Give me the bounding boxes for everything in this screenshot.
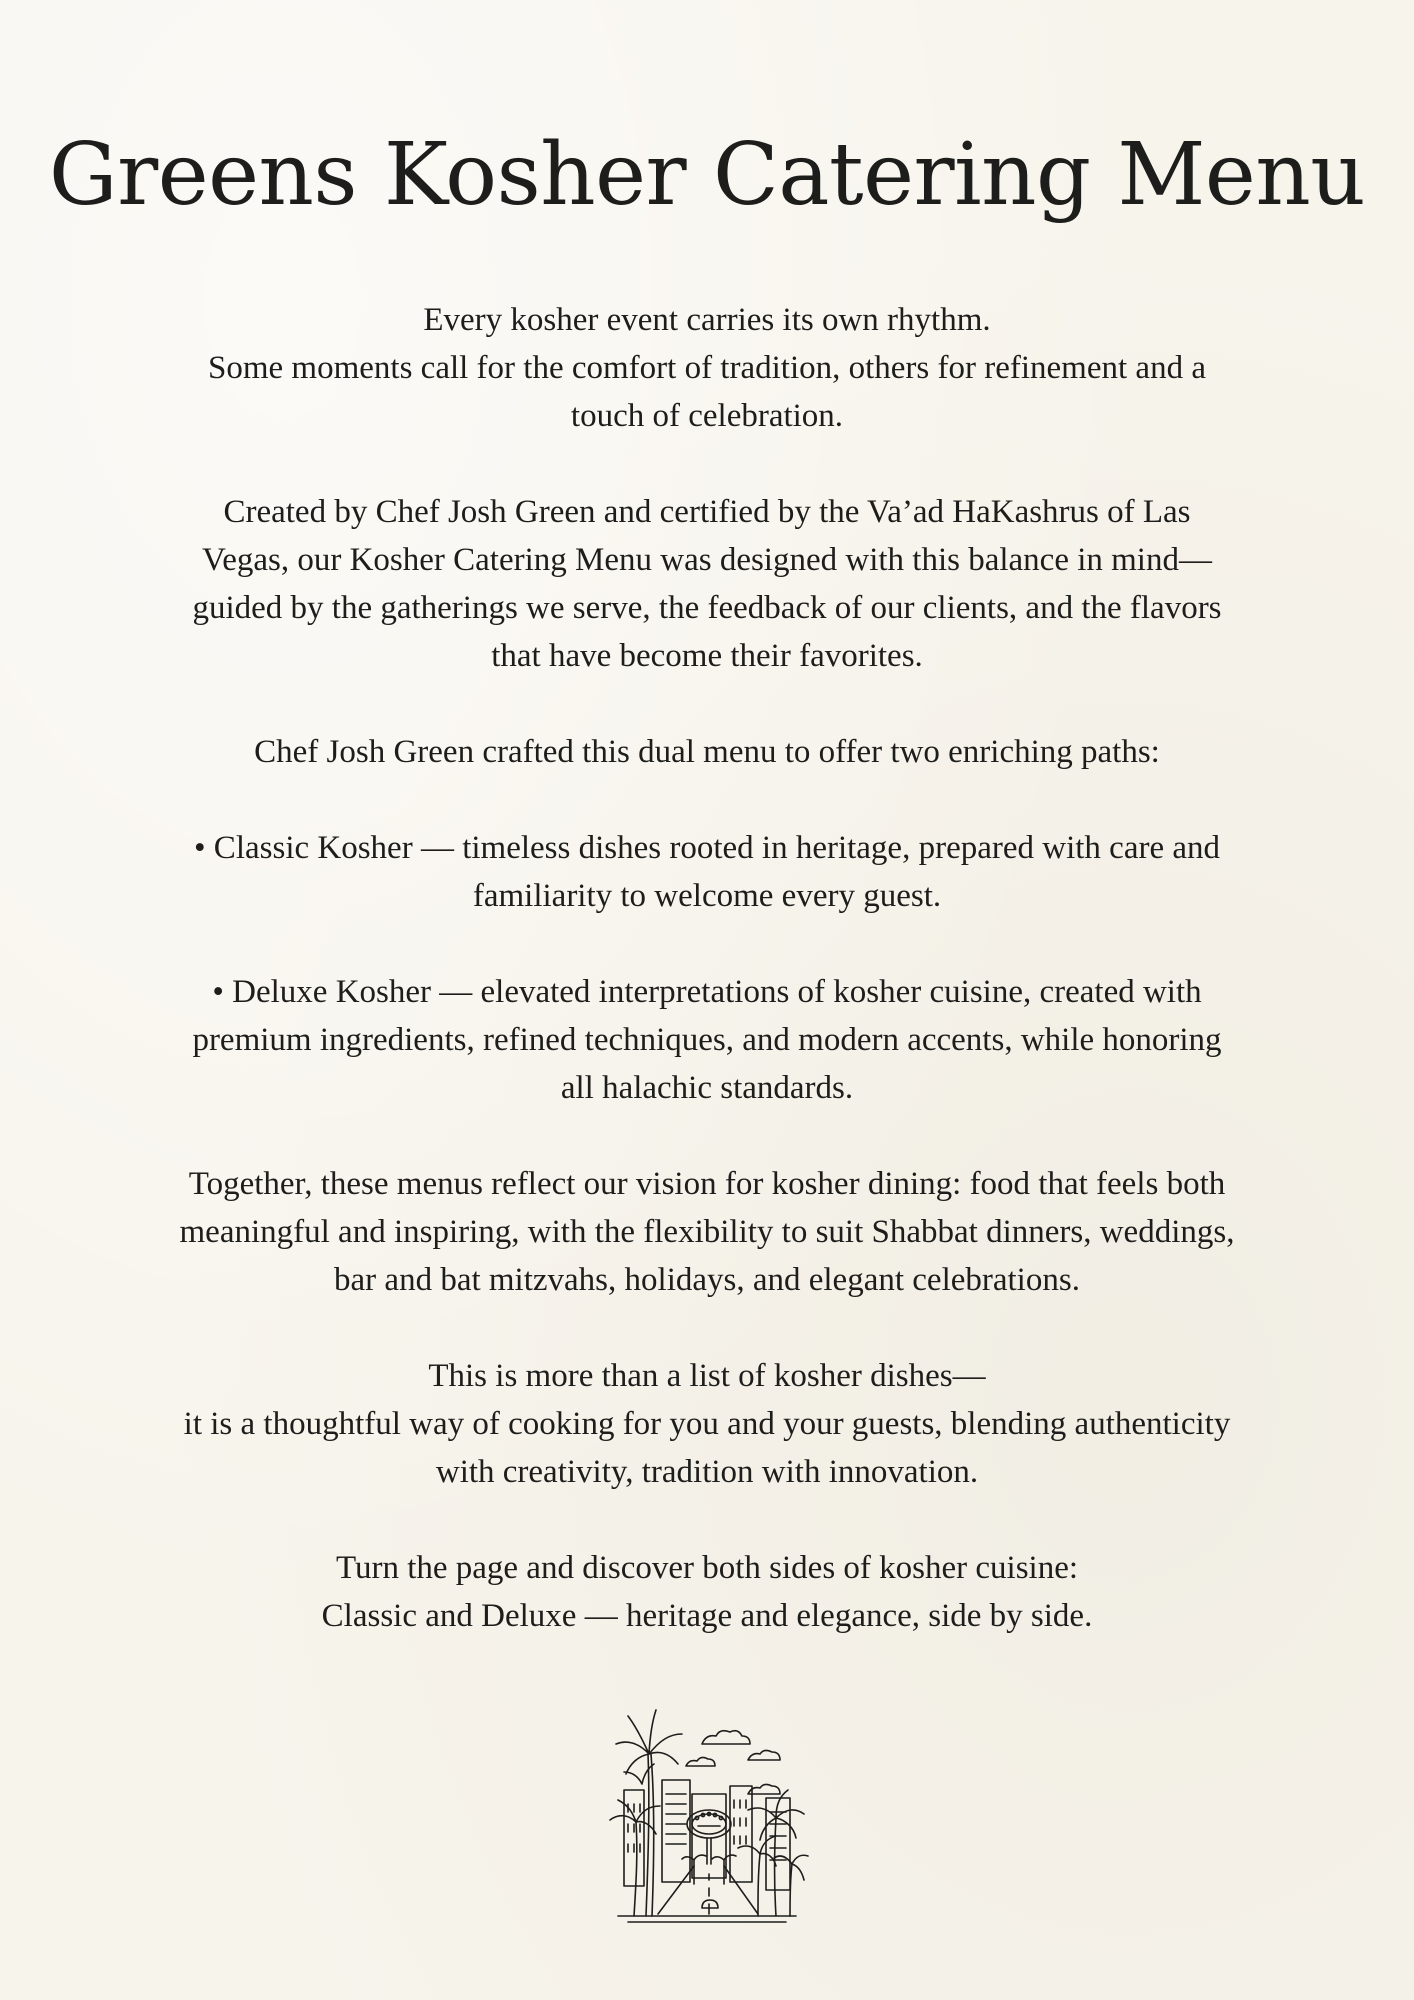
text-line: that have become their favorites. [491,638,923,674]
text-line: Chef Josh Green crafted this dual menu to offer two enriching paths: [254,734,1160,770]
intro-text [120,296,1294,1640]
text-line: it is a thoughtful way of cooking for you and your guests, blending authenticity [183,1406,1231,1442]
text-line: bar and bat mitzvahs, holidays, and elegant celebrations. [334,1262,1080,1298]
intro-paragraph [120,296,1294,440]
text-line: • Deluxe Kosher — elevated interpretations of kosher cuisine, created with [212,974,1202,1010]
deluxe-kosher-bullet [120,968,1294,1112]
text-line: familiarity to welcome every guest. [472,878,942,914]
text-line: Created by Chef Josh Green and certified by the Va’ad HaKashrus of Las [223,494,1191,530]
dual-menu-paragraph [120,728,1294,776]
text-line: Together, these menus reflect our vision for kosher dining: food that feels both [188,1166,1226,1202]
text-line: Turn the page and discover both sides of kosher cuisine: [335,1550,1079,1586]
las-vegas-skyline-illustration-icon [598,1694,816,1934]
text-line: with creativity, tradition with innovation. [435,1454,979,1490]
text-line: Classic and Deluxe — heritage and elegance, side by side. [321,1598,1093,1634]
text-line: guided by the gatherings we serve, the feedback of our clients, and the flavors [192,590,1222,626]
turn-page-paragraph [120,1544,1294,1640]
vision-paragraph [120,1160,1294,1304]
text-line: Vegas, our Kosher Catering Menu was designed with this balance in mind— [202,542,1212,578]
text-line: Some moments call for the comfort of tradition, others for refinement and a [208,350,1206,386]
chef-paragraph [120,488,1294,680]
page-title: Greens Kosher Catering Menu [48,125,1366,225]
text-line: Every kosher event carries its own rhythm. [423,302,991,338]
text-line: premium ingredients, refined techniques, and modern accents, while honoring [192,1022,1222,1058]
text-line: all halachic standards. [560,1070,854,1106]
text-line: meaningful and inspiring, with the flexibility to suit Shabbat dinners, weddings, [179,1214,1235,1250]
classic-kosher-bullet [120,824,1294,920]
more-than-list-paragraph [120,1352,1294,1496]
text-line: touch of celebration. [570,398,844,434]
text-line: This is more than a list of kosher dishes— [428,1358,986,1394]
text-line: • Classic Kosher — timeless dishes rooted in heritage, prepared with care and [194,830,1220,866]
